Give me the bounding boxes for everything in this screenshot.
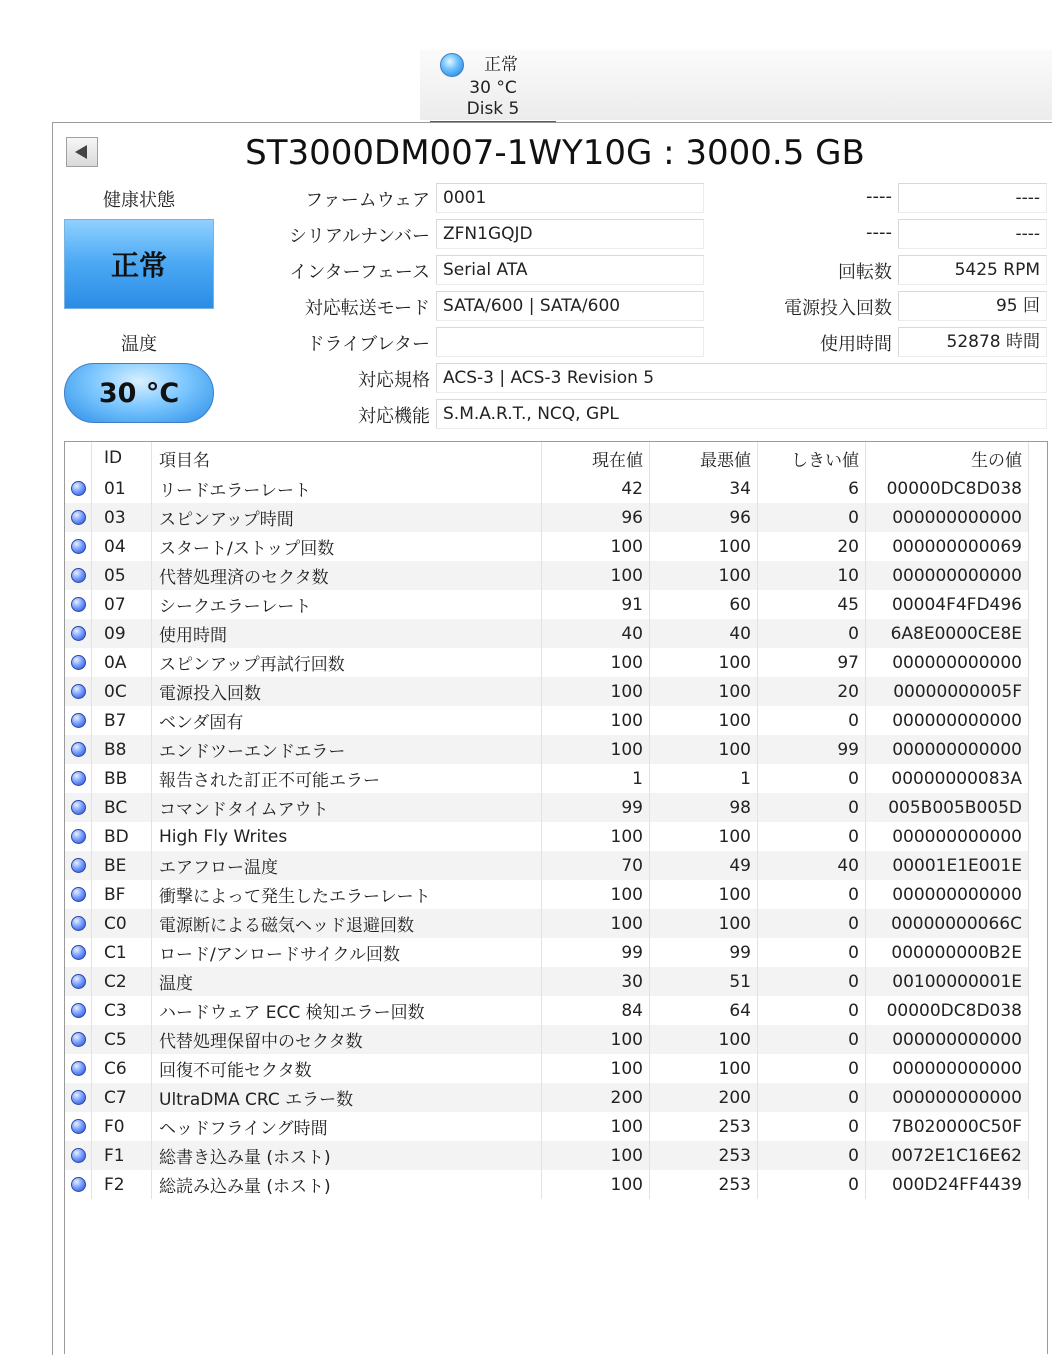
cell-name: ハードウェア ECC 検知エラー回数 xyxy=(152,996,542,1025)
cell-raw: 000000000069 xyxy=(866,532,1029,561)
cell-worst: 100 xyxy=(650,1025,758,1054)
power-on-count-field: 95 回 xyxy=(898,291,1047,321)
row-status-cell xyxy=(65,793,92,822)
table-row[interactable] xyxy=(65,677,1029,706)
cell-threshold: 0 xyxy=(758,822,866,851)
cell-worst: 51 xyxy=(650,967,758,996)
cell-threshold: 0 xyxy=(758,1083,866,1112)
firmware-field: 0001 xyxy=(436,183,704,213)
cell-id: BD xyxy=(92,822,152,851)
disk-tab-name: Disk 5 xyxy=(466,99,520,119)
unused-label-2: ---- xyxy=(866,222,892,243)
cell-raw: 000000000000 xyxy=(866,1054,1029,1083)
cell-raw: 000D24FF4439 xyxy=(866,1170,1029,1199)
health-status-badge[interactable]: 正常 xyxy=(64,219,214,309)
table-row[interactable] xyxy=(65,851,1029,880)
cell-worst: 100 xyxy=(650,648,758,677)
cell-current: 1 xyxy=(542,764,650,793)
row-status-cell xyxy=(65,1025,92,1054)
cell-worst: 253 xyxy=(650,1170,758,1199)
table-row[interactable] xyxy=(65,938,1029,967)
table-row[interactable] xyxy=(65,1112,1029,1141)
cell-worst: 64 xyxy=(650,996,758,1025)
cell-id: BC xyxy=(92,793,152,822)
table-row[interactable] xyxy=(65,909,1029,938)
cell-raw: 000000000000 xyxy=(866,822,1029,851)
row-status-cell xyxy=(65,677,92,706)
interface-field: Serial ATA xyxy=(436,255,704,285)
table-row[interactable] xyxy=(65,764,1029,793)
status-dot-icon xyxy=(71,800,86,815)
cell-threshold: 0 xyxy=(758,503,866,532)
rpm-field: 5425 RPM xyxy=(898,255,1047,285)
status-dot-icon xyxy=(71,510,86,525)
cell-worst: 98 xyxy=(650,793,758,822)
cell-raw: 00000000083A xyxy=(866,764,1029,793)
power-on-hours-label: 使用時間 xyxy=(820,334,892,355)
cell-id: F0 xyxy=(92,1112,152,1141)
cell-id: BF xyxy=(92,880,152,909)
row-status-cell xyxy=(65,1141,92,1170)
cell-threshold: 20 xyxy=(758,532,866,561)
cell-raw: 000000000000 xyxy=(866,561,1029,590)
cell-current: 100 xyxy=(542,532,650,561)
cell-current: 100 xyxy=(542,1054,650,1083)
row-status-cell xyxy=(65,532,92,561)
cell-current: 100 xyxy=(542,1170,650,1199)
cell-name: 使用時間 xyxy=(152,619,542,648)
cell-id: 04 xyxy=(92,532,152,561)
header-threshold[interactable]: しきい値 xyxy=(758,442,866,474)
cell-current: 84 xyxy=(542,996,650,1025)
status-dot-icon xyxy=(71,655,86,670)
row-status-cell xyxy=(65,648,92,677)
cell-worst: 100 xyxy=(650,735,758,764)
cell-worst: 100 xyxy=(650,561,758,590)
cell-name: エアフロー温度 xyxy=(152,851,542,880)
cell-raw: 00000DC8D038 xyxy=(866,996,1029,1025)
cell-name: High Fly Writes xyxy=(152,822,542,851)
cell-worst: 49 xyxy=(650,851,758,880)
cell-raw: 000000000000 xyxy=(866,648,1029,677)
cell-worst: 100 xyxy=(650,706,758,735)
header-name[interactable]: 項目名 xyxy=(152,442,542,474)
header-status[interactable] xyxy=(65,442,92,474)
cell-id: 0A xyxy=(92,648,152,677)
row-status-cell xyxy=(65,938,92,967)
status-dot-icon xyxy=(71,1177,86,1192)
cell-threshold: 10 xyxy=(758,561,866,590)
status-dot-icon xyxy=(71,481,86,496)
cell-name: 回復不可能セクタ数 xyxy=(152,1054,542,1083)
status-dot-icon xyxy=(71,771,86,786)
standard-label: 対応規格 xyxy=(358,370,430,391)
cell-threshold: 97 xyxy=(758,648,866,677)
cell-id: C0 xyxy=(92,909,152,938)
status-dot-icon xyxy=(71,539,86,554)
unused-field-1: ---- xyxy=(898,183,1047,213)
cell-id: C6 xyxy=(92,1054,152,1083)
cell-worst: 99 xyxy=(650,938,758,967)
status-dot-icon xyxy=(71,568,86,583)
table-row[interactable] xyxy=(65,561,1029,590)
cell-id: 09 xyxy=(92,619,152,648)
disk-tab-bar xyxy=(420,50,1052,120)
table-row[interactable] xyxy=(65,967,1029,996)
status-dot-icon xyxy=(71,974,86,989)
cell-threshold: 0 xyxy=(758,996,866,1025)
table-row[interactable] xyxy=(65,822,1029,851)
status-dot-icon xyxy=(71,1003,86,1018)
cell-id: 01 xyxy=(92,474,152,503)
previous-disk-button[interactable] xyxy=(66,137,98,167)
cell-current: 99 xyxy=(542,938,650,967)
drive-letter-field xyxy=(436,327,704,357)
features-label: 対応機能 xyxy=(358,406,430,427)
cell-id: F2 xyxy=(92,1170,152,1199)
cell-threshold: 45 xyxy=(758,590,866,619)
cell-current: 100 xyxy=(542,1141,650,1170)
cell-threshold: 0 xyxy=(758,1025,866,1054)
cell-threshold: 0 xyxy=(758,1141,866,1170)
status-dot-icon xyxy=(71,945,86,960)
temperature-label: 温度 xyxy=(121,334,157,355)
cell-raw: 00000000005F xyxy=(866,677,1029,706)
cell-threshold: 0 xyxy=(758,764,866,793)
cell-name: 報告された訂正不可能エラー xyxy=(152,764,542,793)
drive-letter-label: ドライブレター xyxy=(306,334,430,355)
status-dot-icon xyxy=(71,713,86,728)
cell-current: 100 xyxy=(542,880,650,909)
cell-worst: 100 xyxy=(650,822,758,851)
cell-raw: 00000000066C xyxy=(866,909,1029,938)
row-status-cell xyxy=(65,764,92,793)
cell-threshold: 0 xyxy=(758,1054,866,1083)
cell-worst: 200 xyxy=(650,1083,758,1112)
unused-field-2: ---- xyxy=(898,219,1047,249)
power-on-hours-field: 52878 時間 xyxy=(898,327,1047,357)
temperature-badge[interactable]: 30 °C xyxy=(64,363,214,423)
transfer-mode-label: 対応転送モード xyxy=(304,298,430,319)
row-status-cell xyxy=(65,706,92,735)
cell-threshold: 0 xyxy=(758,938,866,967)
cell-name: 衝撃によって発生したエラーレート xyxy=(152,880,542,909)
cell-id: BB xyxy=(92,764,152,793)
cell-id: C5 xyxy=(92,1025,152,1054)
cell-current: 100 xyxy=(542,1112,650,1141)
cell-threshold: 99 xyxy=(758,735,866,764)
cell-raw: 0072E1C16E62 xyxy=(866,1141,1029,1170)
cell-worst: 1 xyxy=(650,764,758,793)
table-row[interactable] xyxy=(65,793,1029,822)
row-status-cell xyxy=(65,1054,92,1083)
cell-current: 91 xyxy=(542,590,650,619)
cell-name: シークエラーレート xyxy=(152,590,542,619)
cell-current: 30 xyxy=(542,967,650,996)
cell-raw: 000000000000 xyxy=(866,735,1029,764)
status-dot-icon xyxy=(440,53,464,77)
disk-tab-temp: 30 °C xyxy=(469,78,517,98)
cell-current: 100 xyxy=(542,677,650,706)
cell-raw: 000000000B2E xyxy=(866,938,1029,967)
cell-name: UltraDMA CRC エラー数 xyxy=(152,1083,542,1112)
cell-worst: 34 xyxy=(650,474,758,503)
interface-label: インターフェース xyxy=(289,262,430,283)
row-status-cell xyxy=(65,590,92,619)
cell-threshold: 0 xyxy=(758,1112,866,1141)
cell-name: コマンドタイムアウト xyxy=(152,793,542,822)
serial-field: ZFN1GQJD xyxy=(436,219,704,249)
status-dot-icon xyxy=(71,1061,86,1076)
status-dot-icon xyxy=(71,829,86,844)
cell-raw: 000000000000 xyxy=(866,503,1029,532)
row-status-cell xyxy=(65,735,92,764)
table-row[interactable] xyxy=(65,532,1029,561)
cell-worst: 40 xyxy=(650,619,758,648)
cell-name: 代替処理済のセクタ数 xyxy=(152,561,542,590)
cell-id: 03 xyxy=(92,503,152,532)
table-row[interactable] xyxy=(65,1083,1029,1112)
cell-name: 電源断による磁気ヘッド退避回数 xyxy=(152,909,542,938)
cell-name: 総書き込み量 (ホスト) xyxy=(152,1141,542,1170)
cell-raw: 000000000000 xyxy=(866,1083,1029,1112)
row-status-cell xyxy=(65,1112,92,1141)
table-header-row xyxy=(65,442,1029,474)
cell-id: C1 xyxy=(92,938,152,967)
status-dot-icon xyxy=(71,742,86,757)
table-row[interactable] xyxy=(65,503,1029,532)
cell-threshold: 0 xyxy=(758,619,866,648)
cell-current: 100 xyxy=(542,561,650,590)
cell-name: ベンダ固有 xyxy=(152,706,542,735)
status-dot-icon xyxy=(71,626,86,641)
row-status-cell xyxy=(65,909,92,938)
cell-threshold: 0 xyxy=(758,909,866,938)
cell-threshold: 0 xyxy=(758,1170,866,1199)
header-current[interactable]: 現在値 xyxy=(542,442,650,474)
cell-worst: 100 xyxy=(650,532,758,561)
health-label: 健康状態 xyxy=(103,190,175,211)
cell-worst: 100 xyxy=(650,880,758,909)
status-dot-icon xyxy=(71,1090,86,1105)
table-row[interactable] xyxy=(65,1170,1029,1199)
table-row[interactable] xyxy=(65,706,1029,735)
cell-threshold: 0 xyxy=(758,880,866,909)
cell-worst: 253 xyxy=(650,1112,758,1141)
cell-worst: 253 xyxy=(650,1141,758,1170)
cell-raw: 000000000000 xyxy=(866,880,1029,909)
disk-tab-status: 正常 xyxy=(484,55,518,75)
table-row[interactable] xyxy=(65,1054,1029,1083)
disk-tab-disk5[interactable] xyxy=(430,50,556,120)
table-row[interactable] xyxy=(65,735,1029,764)
cell-current: 70 xyxy=(542,851,650,880)
cell-id: C7 xyxy=(92,1083,152,1112)
header-raw[interactable]: 生の値 xyxy=(866,442,1029,474)
cell-current: 100 xyxy=(542,909,650,938)
table-row[interactable] xyxy=(65,590,1029,619)
cell-raw: 00100000001E xyxy=(866,967,1029,996)
row-status-cell xyxy=(65,1083,92,1112)
cell-name: リードエラーレート xyxy=(152,474,542,503)
status-dot-icon xyxy=(71,1032,86,1047)
cell-raw: 00001E1E001E xyxy=(866,851,1029,880)
status-dot-icon xyxy=(71,684,86,699)
status-dot-icon xyxy=(71,887,86,902)
cell-name: 総読み込み量 (ホスト) xyxy=(152,1170,542,1199)
cell-current: 100 xyxy=(542,822,650,851)
cell-current: 200 xyxy=(542,1083,650,1112)
cell-threshold: 20 xyxy=(758,677,866,706)
cell-id: 0C xyxy=(92,677,152,706)
cell-name: 温度 xyxy=(152,967,542,996)
features-field: S.M.A.R.T., NCQ, GPL xyxy=(436,399,1047,429)
row-status-cell xyxy=(65,996,92,1025)
status-dot-icon xyxy=(71,858,86,873)
status-dot-icon xyxy=(71,1119,86,1134)
cell-name: スタート/ストップ回数 xyxy=(152,532,542,561)
cell-current: 100 xyxy=(542,735,650,764)
cell-current: 99 xyxy=(542,793,650,822)
table-row[interactable] xyxy=(65,1141,1029,1170)
model-title: ST3000DM007-1WY10G : 3000.5 GB xyxy=(245,133,865,173)
cell-name: 電源投入回数 xyxy=(152,677,542,706)
status-dot-icon xyxy=(71,916,86,931)
row-status-cell xyxy=(65,561,92,590)
smart-attributes-list[interactable] xyxy=(64,441,1048,1354)
table-row[interactable] xyxy=(65,1025,1029,1054)
cell-raw: 005B005B005D xyxy=(866,793,1029,822)
table-row[interactable] xyxy=(65,648,1029,677)
row-status-cell xyxy=(65,822,92,851)
table-row[interactable] xyxy=(65,880,1029,909)
cell-name: スピンアップ時間 xyxy=(152,503,542,532)
row-status-cell xyxy=(65,503,92,532)
cell-raw: 6A8E0000CE8E xyxy=(866,619,1029,648)
cell-name: エンドツーエンドエラー xyxy=(152,735,542,764)
smart-table xyxy=(65,442,1029,1199)
cell-current: 100 xyxy=(542,706,650,735)
cell-worst: 96 xyxy=(650,503,758,532)
cell-id: B7 xyxy=(92,706,152,735)
cell-current: 96 xyxy=(542,503,650,532)
table-row[interactable] xyxy=(65,619,1029,648)
cell-threshold: 0 xyxy=(758,967,866,996)
row-status-cell xyxy=(65,880,92,909)
cell-name: ヘッドフライング時間 xyxy=(152,1112,542,1141)
standard-field: ACS-3 | ACS-3 Revision 5 xyxy=(436,363,1047,393)
table-row[interactable] xyxy=(65,474,1029,503)
status-dot-icon xyxy=(71,597,86,612)
cell-current: 100 xyxy=(542,648,650,677)
cell-id: BE xyxy=(92,851,152,880)
power-on-count-label: 電源投入回数 xyxy=(784,298,892,319)
rpm-label: 回転数 xyxy=(838,262,892,283)
cell-raw: 00000DC8D038 xyxy=(866,474,1029,503)
cell-name: 代替処理保留中のセクタ数 xyxy=(152,1025,542,1054)
serial-label: シリアルナンバー xyxy=(288,226,430,247)
cell-id: C3 xyxy=(92,996,152,1025)
cell-id: F1 xyxy=(92,1141,152,1170)
cell-threshold: 0 xyxy=(758,706,866,735)
status-dot-icon xyxy=(71,1148,86,1163)
cell-current: 100 xyxy=(542,1025,650,1054)
cell-id: B8 xyxy=(92,735,152,764)
cell-threshold: 40 xyxy=(758,851,866,880)
cell-threshold: 0 xyxy=(758,793,866,822)
cell-threshold: 6 xyxy=(758,474,866,503)
cell-raw: 7B020000C50F xyxy=(866,1112,1029,1141)
transfer-mode-field: SATA/600 | SATA/600 xyxy=(436,291,704,321)
cell-id: C2 xyxy=(92,967,152,996)
cell-id: 07 xyxy=(92,590,152,619)
row-status-cell xyxy=(65,474,92,503)
cell-worst: 100 xyxy=(650,677,758,706)
unused-label-1: ---- xyxy=(866,186,892,207)
cell-raw: 000000000000 xyxy=(866,1025,1029,1054)
cell-raw: 00004F4FD496 xyxy=(866,590,1029,619)
cell-name: スピンアップ再試行回数 xyxy=(152,648,542,677)
cell-name: ロード/アンロードサイクル回数 xyxy=(152,938,542,967)
header-id[interactable]: ID xyxy=(92,442,152,474)
cell-current: 40 xyxy=(542,619,650,648)
cell-worst: 100 xyxy=(650,909,758,938)
table-row[interactable] xyxy=(65,996,1029,1025)
row-status-cell xyxy=(65,851,92,880)
cell-raw: 000000000000 xyxy=(866,706,1029,735)
row-status-cell xyxy=(65,967,92,996)
cell-current: 42 xyxy=(542,474,650,503)
cell-id: 05 xyxy=(92,561,152,590)
row-status-cell xyxy=(65,1170,92,1199)
firmware-label: ファームウェア xyxy=(305,190,430,211)
row-status-cell xyxy=(65,619,92,648)
cell-worst: 100 xyxy=(650,1054,758,1083)
cell-worst: 60 xyxy=(650,590,758,619)
header-worst[interactable]: 最悪値 xyxy=(650,442,758,474)
